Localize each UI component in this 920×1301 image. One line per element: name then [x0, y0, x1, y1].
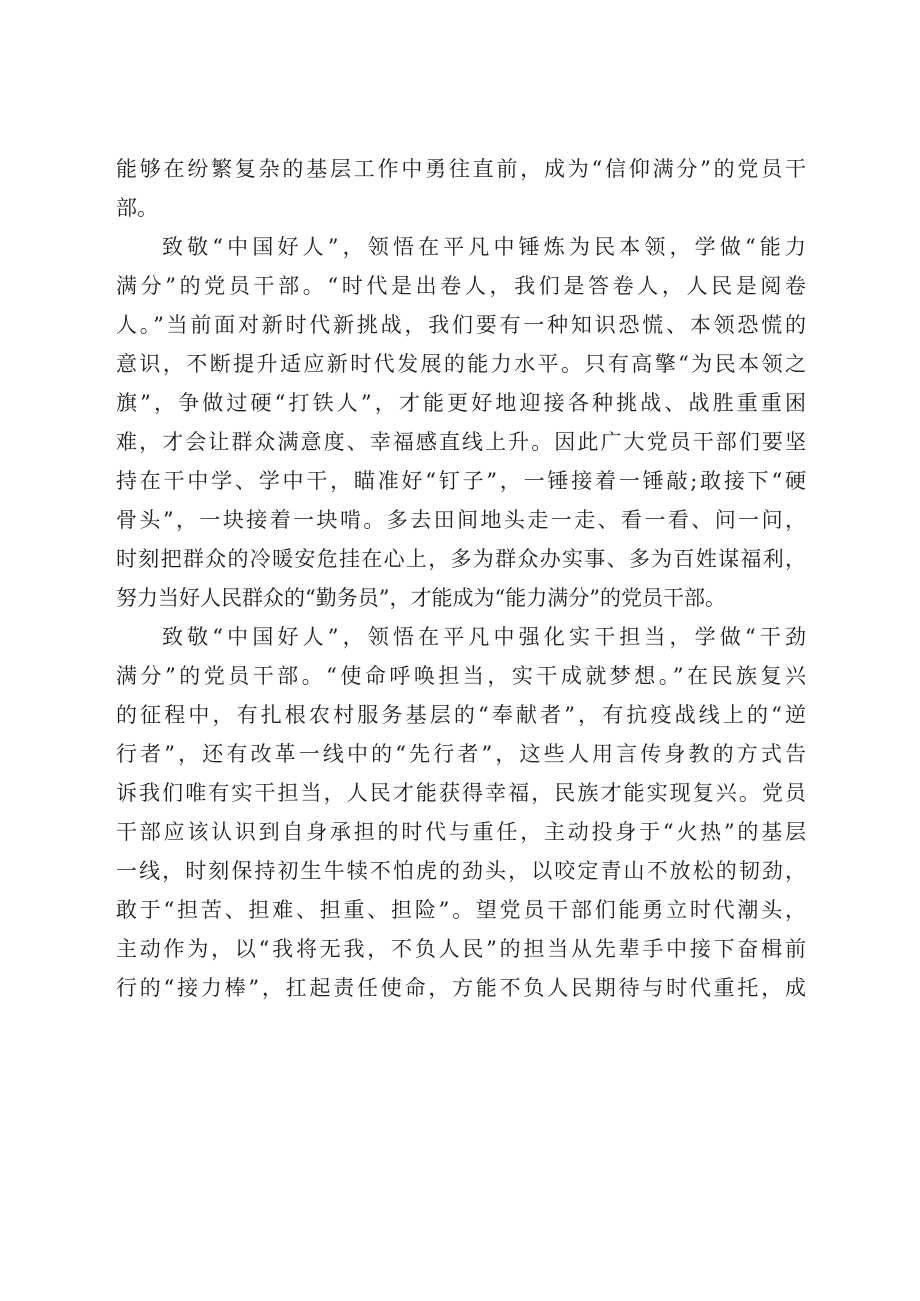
text-line: 人。”当前面对新时代新挑战，我们要有一种知识恐慌、本领恐慌的: [116, 313, 806, 337]
text-line: 的征程中，有扎根农村服务基层的“奉献者”，有抗疫战线上的“逆: [116, 703, 806, 727]
text-line: 致敬“中国好人”，领悟在平凡中锤炼为民本领，学做“能力: [162, 235, 806, 259]
text-line: 干部应该认识到自身承担的时代与重任，主动投身于“火热”的基层: [116, 820, 806, 844]
text-line: 努力当好人民群众的“勤务员”，才能成为“能力满分”的党员干部。: [116, 586, 726, 610]
text-line: 旗”，争做过硬“打铁人”，才能更好地迎接各种挑战、战胜重重困: [116, 391, 806, 415]
text-line: 行者”，还有改革一线中的“先行者”，这些人用言传身教的方式告: [116, 742, 806, 766]
text-line: 能够在纷繁复杂的基层工作中勇往直前，成为“信仰满分”的党员干: [116, 157, 806, 181]
text-line: 持在干中学、学中干，瞄准好“钉子”，一锤接着一锤敲;敢接下“硬: [116, 469, 806, 493]
body-text: [116, 150, 806, 1008]
text-line: 难，才会让群众满意度、幸福感直线上升。因此广大党员干部们要坚: [116, 430, 806, 454]
text-line: 诉我们唯有实干担当，人民才能获得幸福，民族才能实现复兴。党员: [116, 781, 806, 805]
text-line: 主动作为，以“我将无我，不负人民”的担当从先辈手中接下奋楫前: [116, 937, 806, 961]
text-line: 意识，不断提升适应新时代发展的能力水平。只有高擎“为民本领之: [116, 352, 806, 376]
text-line: 行的“接力棒”，扛起责任使命，方能不负人民期待与时代重托，成: [116, 976, 806, 1000]
text-line: 时刻把群众的冷暖安危挂在心上，多为群众办实事、多为百姓谋福利，: [116, 547, 806, 571]
text-line: 部。: [116, 196, 158, 220]
text-line: 满分”的党员干部。“使命呼唤担当，实干成就梦想。”在民族复兴: [116, 664, 806, 688]
text-line: 满分”的党员干部。“时代是出卷人，我们是答卷人，人民是阅卷: [116, 274, 806, 298]
text-line: 敢于“担苦、担难、担重、担险”。望党员干部们能勇立时代潮头，: [116, 898, 806, 922]
text-line: 致敬“中国好人”，领悟在平凡中强化实干担当，学做“干劲: [162, 625, 806, 649]
text-line: 骨头”，一块接着一块啃。多去田间地头走一走、看一看、问一问，: [116, 508, 806, 532]
text-line: 一线，时刻保持初生牛犊不怕虎的劲头，以咬定青山不放松的韧劲，: [116, 859, 806, 883]
